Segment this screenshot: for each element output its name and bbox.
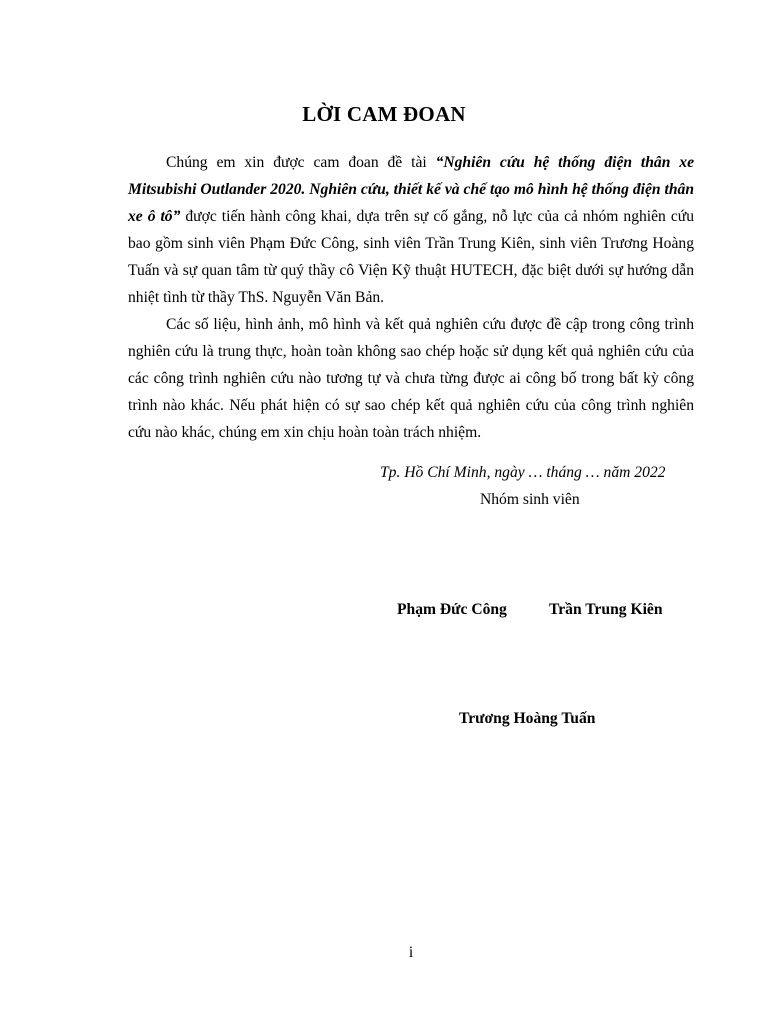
paragraph-commitment — [128, 149, 694, 311]
page-title: LỜI CAM ĐOAN — [302, 102, 466, 126]
signature-name: Phạm Đức Công — [397, 601, 507, 618]
signature-name: Trương Hoàng Tuấn — [459, 710, 596, 727]
paragraph-integrity: Các số liệu, hình ảnh, mô hình và kết quả nghiên cứu được đề cập trong công trình nghiên cứu là trung thực, hoàn toàn không sao chép hoặc sử dụng kết quả nghiên cứu của các công trình nghiên cứu nào tương tự và chưa từng được ai công bố trong bất kỳ công trình nào khác. Nếu phát hiện có sự sao chép kết quả nghiên cứu của công trình nghiên cứu nào khác, chúng em xin chịu hoàn toàn trách nhiệm. — [128, 316, 694, 441]
group-label: Nhóm sinh viên — [480, 491, 580, 508]
thesis-title: “Nghiên cứu hệ thống điện thân xe Mitsubishi Outlander 2020. Nghiên cứu, thiết kế và chế tạo mô hình hệ thống điện thân xe ô tô” — [128, 154, 694, 225]
paragraph-rest: được tiến hành công khai, dựa trên sự cố gắng, nỗ lực của cả nhóm nghiên cứu bao gồm sinh viên Phạm Đức Công, sinh viên Trần Trung Kiên, sinh viên Trương Hoàng Tuấn và sự quan tâm từ quý thầy cô Viện Kỹ thuật HUTECH, đặc biệt dưới sự hướng dẫn nhiệt tình từ thầy ThS. Nguyễn Văn Bản. — [128, 208, 694, 306]
body-text — [128, 149, 694, 446]
place-date: Tp. Hồ Chí Minh, ngày … tháng … năm 2022 — [380, 464, 666, 481]
signature-name: Trần Trung Kiên — [549, 601, 663, 618]
paragraph-intro: Chúng em xin được cam đoan đề tài — [166, 154, 436, 171]
page-number: i — [408, 944, 414, 961]
